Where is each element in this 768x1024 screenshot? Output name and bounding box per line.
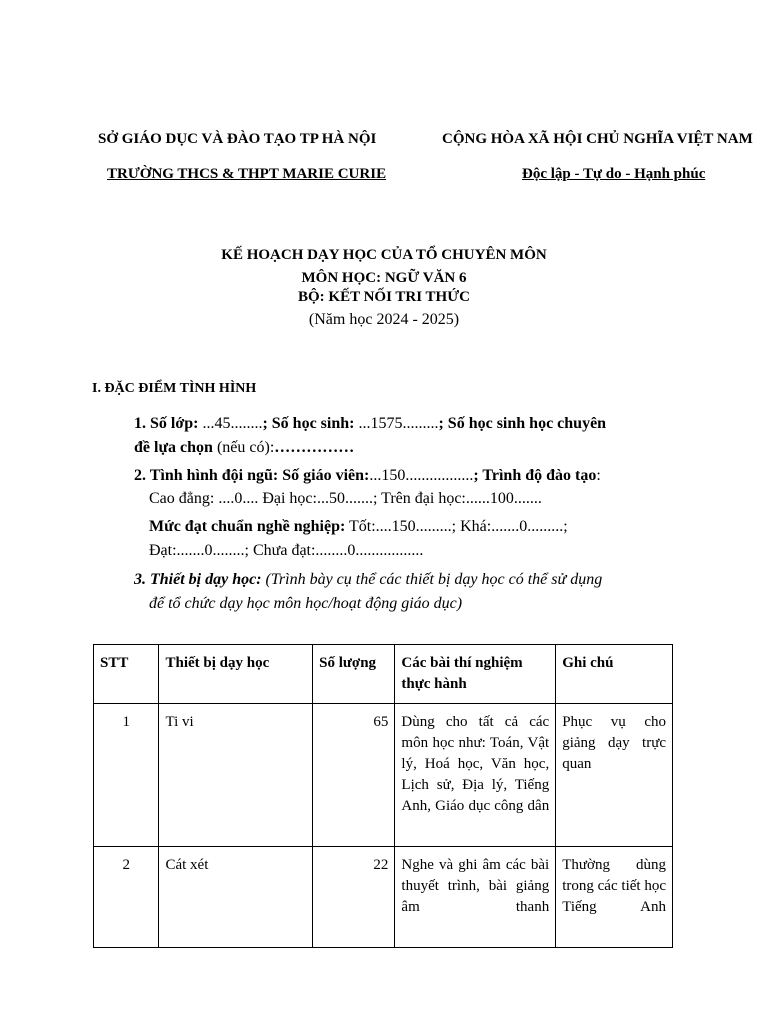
item-1-line-1 xyxy=(134,415,606,433)
teachers-value: ...150................. xyxy=(369,467,474,484)
specialized-value: …………… xyxy=(274,439,355,456)
header-notes: Ghi chú xyxy=(556,645,673,704)
standard-label: Mức đạt chuẩn nghề nghiệp: xyxy=(149,518,346,535)
classes-value: ...45........ xyxy=(202,415,263,432)
header-quantity: Số lượng xyxy=(313,645,395,704)
header-device: Thiết bị dạy học xyxy=(159,645,313,704)
item-2-line-3 xyxy=(149,518,568,536)
item-2-line-1 xyxy=(134,467,601,485)
school-name: TRƯỜNG THCS & THPT MARIE CURIE xyxy=(107,166,387,182)
row-device: Cát xét xyxy=(159,847,313,948)
row-stt: 1 xyxy=(94,704,159,847)
book-series-title: BỘ: KẾT NỐI TRI THỨC xyxy=(298,289,470,305)
row-stt: 2 xyxy=(94,847,159,948)
table-header-row xyxy=(94,645,673,704)
row-quantity: 22 xyxy=(313,847,395,948)
row-experiments: Dùng cho tất cả các môn học như: Toán, Vật lý, Hoá học, Văn học, Lịch sử, Địa lý, Tiếng Anh, Giáo dục công dân xyxy=(395,704,556,847)
item-2-line-2: Cao đẳng: ....0.... Đại học:...50.......; Trên đại học:......100....... xyxy=(149,490,542,507)
specialized-label: ; Số học sinh học chuyên xyxy=(438,415,607,432)
department-name: SỞ GIÁO DỤC VÀ ĐÀO TẠO TP HÀ NỘI xyxy=(98,131,377,147)
national-motto: Độc lập - Tự do - Hạnh phúc xyxy=(522,166,706,182)
row-quantity: 65 xyxy=(313,704,395,847)
row-note: Thường dùng trong các tiết học Tiếng Anh xyxy=(556,847,673,948)
training-level-colon: : xyxy=(596,467,601,484)
item-1-line-2 xyxy=(134,439,354,457)
school-year: (Năm học 2024 - 2025) xyxy=(308,311,460,328)
header-stt: STT xyxy=(94,645,159,704)
staff-label: 2. Tình hình đội ngũ: Số giáo viên: xyxy=(134,467,370,484)
national-title: CỘNG HÒA XÃ HỘI CHỦ NGHĨA VIỆT NAM xyxy=(442,131,753,147)
classes-label: 1. Số lớp: xyxy=(134,415,203,432)
section-heading: I. ĐẶC ĐIỂM TÌNH HÌNH xyxy=(92,381,257,396)
item-2-line-4: Đạt:.......0........; Chưa đạt:........0................. xyxy=(149,542,424,559)
row-experiments: Nghe và ghi âm các bài thuyết trình, bài giảng âm thanh xyxy=(395,847,556,948)
standard-values-1: Tốt:....150.........; Khá:.......0.........; xyxy=(345,518,568,535)
students-value: ...1575......... xyxy=(358,415,439,432)
equipment-table xyxy=(93,644,673,948)
row-device: Ti vi xyxy=(159,704,313,847)
optional-note: (nếu có): xyxy=(212,439,275,456)
table-row xyxy=(94,704,673,847)
table-row xyxy=(94,847,673,948)
training-level-label: ; Trình độ đào tạo xyxy=(473,467,597,484)
equipment-label: 3. Thiết bị dạy học: xyxy=(134,571,262,588)
specialized-label-cont: đề lựa chọn xyxy=(134,439,213,456)
equipment-desc-1: (Trình bày cụ thể các thiết bị dạy học có thể sử dụng xyxy=(261,571,603,588)
header-experiments: Các bài thí nghiệm thực hành xyxy=(395,645,556,704)
subject-title: MÔN HỌC: NGỮ VĂN 6 xyxy=(301,270,467,286)
item-3-line-2: để tổ chức dạy học môn học/hoạt động giáo dục) xyxy=(149,595,463,612)
item-3-line-1 xyxy=(134,571,602,589)
students-label: ; Số học sinh: xyxy=(262,415,359,432)
row-note: Phục vụ cho giảng dạy trực quan xyxy=(556,704,673,847)
plan-title: KẾ HOẠCH DẠY HỌC CỦA TỔ CHUYÊN MÔN xyxy=(221,247,547,263)
